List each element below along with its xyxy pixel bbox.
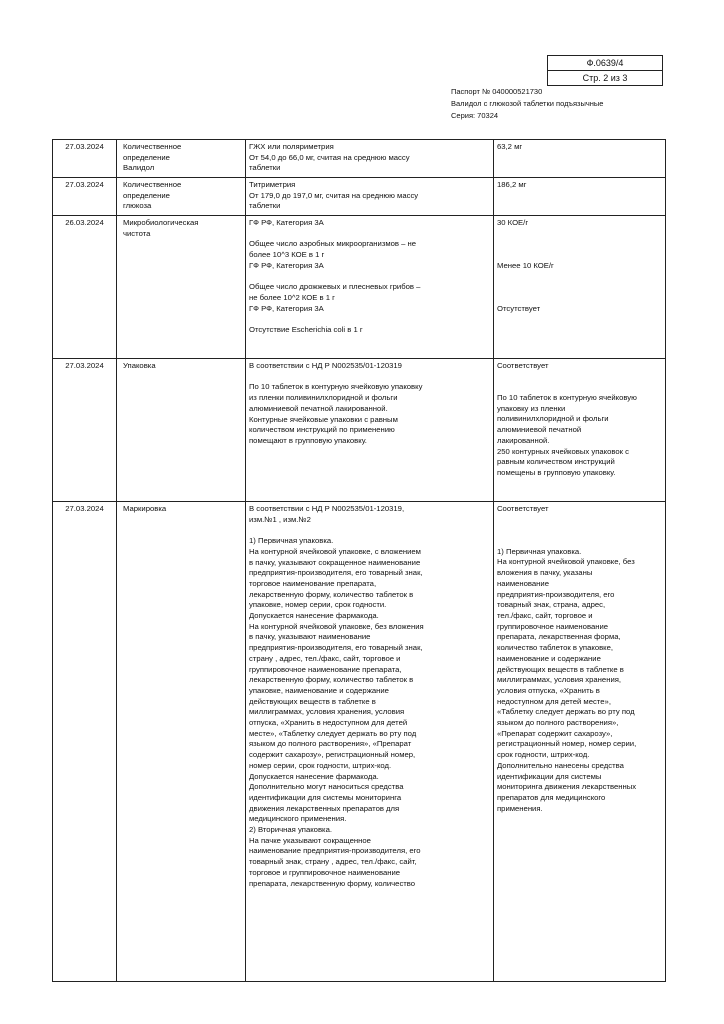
cell-line: медицинского применения. <box>249 814 347 824</box>
cell-line: из пленки поливинилхлоридной и фольги <box>249 393 398 403</box>
cell-line: Соответствует <box>497 361 549 370</box>
series-number: Серия: 70324 <box>451 111 499 120</box>
result-cell <box>494 502 666 982</box>
cell-line: не более 10^2 КОЕ в 1 г <box>249 292 335 302</box>
indicator-cell <box>117 359 246 502</box>
cell-line: Количественное <box>123 142 182 151</box>
indicator-cell <box>117 140 246 178</box>
cell-line: поливинилхлоридной и фольги <box>497 414 609 424</box>
norm-cell <box>246 216 494 359</box>
cell-line: миллиграммах, условия хранения, условия <box>249 707 405 717</box>
cell-line: По 10 таблеток в контурную ячейковую <box>497 393 637 403</box>
cell-line <box>497 525 662 536</box>
cell-line <box>497 515 662 526</box>
date-cell <box>53 216 117 359</box>
result-cell <box>494 140 666 178</box>
cell-line <box>249 372 490 383</box>
cell-line: Отсутствует <box>497 303 541 313</box>
cell-line: По 10 таблеток в контурную ячейковую упаковку <box>249 382 423 392</box>
cell-line: количество таблеток в упаковке, <box>497 643 614 653</box>
form-code-box <box>547 55 663 86</box>
cell-line: идентификации для системы мониторинга <box>249 792 402 802</box>
norm-cell <box>246 140 494 178</box>
date-cell <box>53 140 117 178</box>
cell-line: применения. <box>497 803 543 813</box>
cell-line: Общее число аэробных микроорганизмов – не <box>249 239 417 249</box>
cell-line: Допускается нанесение фармакода. <box>249 771 379 781</box>
product-name: Валидол с глюкозой таблетки подъязычные <box>451 99 604 108</box>
indicator-cell <box>117 502 246 982</box>
cell-line: Соответствует <box>497 504 549 513</box>
cell-line: срок годности, штрих-код. <box>497 750 590 760</box>
norm-cell <box>246 502 494 982</box>
cell-line <box>497 382 662 393</box>
table-row <box>53 178 666 216</box>
cell-line: лекарственную форму, количество таблеток в <box>249 675 414 685</box>
cell-line: 27.03.2024 <box>65 180 104 189</box>
cell-line <box>497 250 662 261</box>
cell-line: товарный знак, страну , адрес, тел./факс, сайт, <box>249 857 417 867</box>
form-code: Ф.0639/4 <box>586 58 624 68</box>
cell-line: Контурные ячейковые упаковки с равным <box>249 414 398 424</box>
cell-line: лакированной. <box>497 435 550 445</box>
indicator-cell <box>117 178 246 216</box>
cell-line: «Таблетку следует держать во рту под <box>497 707 635 717</box>
cell-line: в пачку, указывают наименование <box>249 632 371 642</box>
cell-line <box>249 525 490 536</box>
cell-line: 30 КОЕ/г <box>497 218 529 227</box>
cell-line: более 10^3 КОЕ в 1 г <box>249 250 325 260</box>
cell-line: глюкоза <box>123 201 152 211</box>
table-row <box>53 140 666 178</box>
cell-line: наименование предприятия-производителя, его <box>249 846 421 856</box>
cell-line: ГФ РФ, Категория 3А <box>249 260 324 270</box>
cell-line: Титриметрия <box>249 180 296 189</box>
cell-line: недоступном для детей месте», <box>497 696 611 706</box>
cell-line: Отсутствие Escherichia coli в 1 г <box>249 324 363 334</box>
cell-line: регистрационный номер, номер серии, <box>497 739 637 749</box>
cell-line: наименование и содержание <box>497 653 601 663</box>
cell-line: движения лекарственных препаратов для <box>249 803 400 813</box>
cell-line: 1) Первичная упаковка. <box>497 546 582 556</box>
passport-number: Паспорт № 040000521730 <box>451 87 543 96</box>
cell-line: действующих веществ в таблетке в <box>497 664 624 674</box>
cell-line: «Препарат содержит сахарозу», <box>497 728 613 738</box>
cell-line: 26.03.2024 <box>65 218 104 227</box>
result-cell <box>494 359 666 502</box>
cell-line: количеством инструкций по применению <box>249 425 395 435</box>
cell-line: На контурной ячейковой упаковке, без <box>497 557 635 567</box>
cell-line: предприятия-производителя, его товарный знак, <box>249 643 423 653</box>
date-cell <box>53 178 117 216</box>
date-cell <box>53 359 117 502</box>
cell-line: 2) Вторичная упаковка. <box>249 825 332 835</box>
table-row <box>53 216 666 359</box>
cell-line: товарный знак, страна, адрес, <box>497 600 606 610</box>
cell-line: Общее число дрожжевых и плесневых грибов – <box>249 282 421 292</box>
cell-line: вложения в пачку, указаны <box>497 568 593 578</box>
cell-line: в пачку, указывают сокращенное наименование <box>249 557 421 567</box>
cell-line: помещены в групповую упаковку. <box>497 468 616 477</box>
result-cell <box>494 178 666 216</box>
result-cell <box>494 216 666 359</box>
page-number: Стр. 2 из 3 <box>548 70 662 85</box>
cell-line: идентификации для системы <box>497 771 602 781</box>
cell-line: препарата, лекарственную форму, количество <box>249 878 416 888</box>
cell-line: ГФ РФ, Категория 3А <box>249 218 324 227</box>
cell-line: В соответствии с НД Р N002535/01-120319 <box>249 361 402 370</box>
norm-cell <box>246 178 494 216</box>
cell-line: лекарственную форму, количество таблеток в <box>249 589 414 599</box>
cell-line: равным количеством инструкций <box>497 457 615 467</box>
cell-line: страну , адрес, тел./факс, сайт, торговое и <box>249 653 401 663</box>
cell-line <box>249 229 490 240</box>
cell-line: упаковку из пленки <box>497 403 566 413</box>
cell-line: таблетки <box>249 201 281 211</box>
cell-line: таблетки <box>249 163 281 173</box>
cell-line: мониторинга движения лекарственных <box>497 782 637 792</box>
cell-line: 27.03.2024 <box>65 504 104 513</box>
table-row <box>53 359 666 502</box>
cell-line: препарата, лекарственная форма, <box>497 632 621 642</box>
cell-line: алюминиевой печатной лакированной. <box>249 403 388 413</box>
cell-line: номер серии, срок годности, штрих-код. <box>249 760 392 770</box>
cell-line: 186,2 мг <box>497 180 527 189</box>
cell-line: действующих веществ в таблетке в <box>249 696 376 706</box>
cell-line: группировочное наименование препарата, <box>249 664 402 674</box>
cell-line: Количественное <box>123 180 182 189</box>
cell-line: упаковке, номер серии, срок годности. <box>249 600 387 610</box>
cell-line: Микробиологическая <box>123 218 199 227</box>
cell-line: 27.03.2024 <box>65 361 104 370</box>
cell-line <box>497 293 662 304</box>
cell-line <box>497 271 662 282</box>
cell-line: От 54,0 до 66,0 мг, считая на среднюю массу <box>249 152 410 162</box>
cell-line: Дополнительно могут наноситься средства <box>249 782 404 792</box>
cell-line: языком до полного растворения», <box>497 718 619 728</box>
cell-line <box>497 282 662 293</box>
cell-line: группировочное наименование <box>497 621 609 631</box>
cell-line: Дополнительно нанесены средства <box>497 760 624 770</box>
cell-line: алюминиевой печатной <box>497 425 582 435</box>
cell-line: Упаковка <box>123 361 156 370</box>
cell-line <box>249 272 490 283</box>
cell-line: содержит сахарозу», регистрационный номер, <box>249 750 416 760</box>
cell-line: 250 контурных ячейковых упаковок с <box>497 446 629 456</box>
cell-line: тел./факс, сайт, торговое и <box>497 610 593 620</box>
cell-line: торговое наименование препарата, <box>249 578 377 588</box>
cell-line: 63,2 мг <box>497 142 523 151</box>
cell-line: Маркировка <box>123 504 167 513</box>
cell-line: препаратов для медицинского <box>497 792 606 802</box>
cell-line: На контурной ячейковой упаковке, без вложения <box>249 621 424 631</box>
cell-line: 1) Первичная упаковка. <box>249 536 334 546</box>
cell-line: наименование <box>497 578 549 588</box>
cell-line <box>497 239 662 250</box>
cell-line: месте», «Таблетку следует держать во рту под <box>249 728 417 738</box>
cell-line: языком до полного растворения», «Препарат <box>249 739 412 749</box>
cell-line <box>497 536 662 547</box>
cell-line: Допускается нанесение фармакода. <box>249 611 379 621</box>
cell-line: чистота <box>123 228 151 238</box>
cell-line: ГЖХ или поляриметрия <box>249 142 334 151</box>
table-row <box>53 502 666 982</box>
cell-line: упаковке, наименование и содержание <box>249 685 389 695</box>
test-results-table <box>52 139 666 982</box>
cell-line <box>497 372 662 383</box>
cell-line <box>497 229 662 240</box>
indicator-cell <box>117 216 246 359</box>
cell-line <box>249 314 490 325</box>
cell-line: ГФ РФ, Категория 3А <box>249 303 324 313</box>
cell-line: условия отпуска, «Хранить в <box>497 685 600 695</box>
cell-line: От 179,0 до 197,0 мг, считая на среднюю массу <box>249 190 419 200</box>
cell-line: определение <box>123 152 170 162</box>
cell-line: 27.03.2024 <box>65 142 104 151</box>
date-cell <box>53 502 117 982</box>
cell-line: торговое и группировочное наименование <box>249 867 401 877</box>
cell-line: предприятия-производителя, его <box>497 589 615 599</box>
norm-cell <box>246 359 494 502</box>
cell-line: В соответствии с НД Р N002535/01-120319, <box>249 504 405 513</box>
cell-line: отпуска, «Хранить в недоступном для детей <box>249 718 408 728</box>
cell-line: определение <box>123 190 170 200</box>
cell-line: предприятия-производителя, его товарный знак, <box>249 568 423 578</box>
cell-line: изм.№1 , изм.№2 <box>249 514 311 524</box>
cell-line: помещают в групповую упаковку. <box>249 435 367 445</box>
cell-line: Менее 10 КОЕ/г <box>497 260 554 270</box>
cell-line: На контурной ячейковой упаковке, с вложением <box>249 546 421 556</box>
cell-line: Валидол <box>123 163 155 173</box>
cell-line: миллиграммах, условия хранения, <box>497 675 622 685</box>
cell-line: На пачке указывают сокращенное <box>249 835 371 845</box>
